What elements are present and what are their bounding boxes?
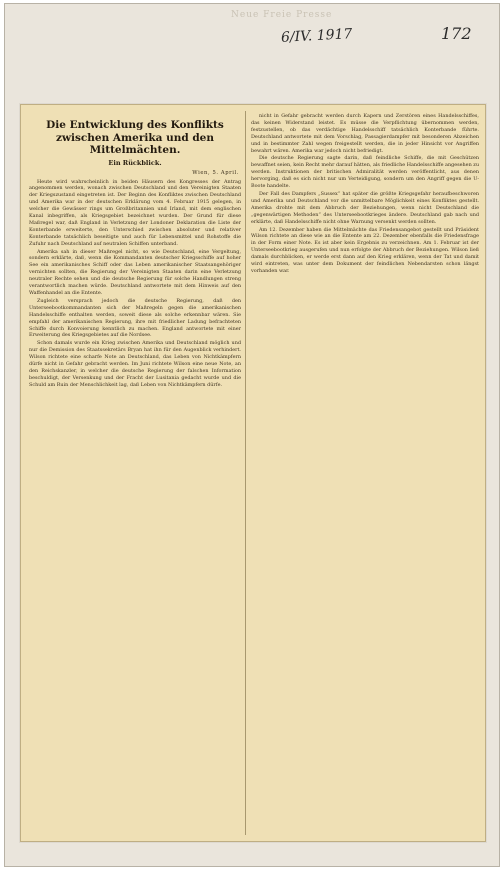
column-divider: [245, 111, 246, 835]
right-paragraph: Der Fall des Dampfers „Sussex“ hat später die größte Kriegsgefahr heraufbeschworen und Amerika und Deutschland vor die unmittelbare Möglichkeit eines Konfliktes gestellt. Amerika drohte mit dem Abbruch der Beziehungen, wenn nicht Deutschland die „gegenwärtigen Methoden“ des Unterseebootkrieges ändere. Deutschland gab nach und erklärte, daß Handelsschiffe nicht ohne Warnung versenkt werden sollten.: [251, 190, 479, 225]
right-paragraph: Die deutsche Regierung sagte darin, daß feindliche Schiffe, die mit Geschützen bewaffnet seien, kein Recht mehr darauf hätten, als friedliche Handelsschiffe angesehen zu werden. Instruktionen der britischen Admiralität werden veröffentlicht, aus denen hervorging, daß es sich nicht nur um Verteidigung, sondern um den Angriff gegen die U-Boote handelte.: [251, 155, 479, 190]
right-paragraph: nicht in Gefahr gebracht werden durch Kapern und Zerstören eines Handelsschiffes, das keinen Widerstand leistet. Es müsse die Verpflichtung übernommen werden, festzustellen, ob das verdächtige Handelsschiff tatsächlich Konterbande führte. Deutschland antwortete mit dem Vorschlag, Passagierdampfer mit besonderen Abzeichen und in bestimmter Zahl wegen freigestellt werden, die in jeder Hinsicht vor Angriffen bewahrt wären. Amerika war jedoch nicht befriedigt.: [251, 113, 479, 154]
handwritten-page-number: 172: [441, 24, 472, 43]
left-paragraph: Amerika sah in dieser Maßregel nicht, so wie Deutschland, eine Vergeltung, sondern erklärte, daß, wenn die Kommandanten deutscher Kriegsschiffe auf hoher See ein amerikanisches Schiff oder das Leben amerikanischer Staatsangehöriger vernichten sollten, die Regierung der Vereinigten Staaten darin eine Verletzung neutraler Rechte sehen und die deutsche Regierung für solche Handlungen streng verantwortlich machen würde. Deutschland antwortete mit dem Hinweis auf den Waffenhandel an die Entente.: [29, 248, 241, 296]
left-paragraph: Zugleich versprach jedoch die deutsche Regierung, daß den Unterseebootkommandanten sich der Maßregeln gegen die amerikanischen Handelsschiffe enthalten werden, soweit diese als solche erkennbar wären. Sie empfahl der amerikanischen Regierung, ihre mit friedlicher Ladung befrachteten Schiffe durch Konvoierung kenntlich zu machen. England antwortete mit einer Erweiterung des Kriegsgebietes auf die Nordsee.: [29, 297, 241, 339]
left-paragraph: Schon damals wurde ein Krieg zwischen Amerika und Deutschland möglich und nur die Demission des Staatssekretärs Bryan hat ihn für den Augenblick verhindert. Wilson richtete eine scharfe Note an Deutschland, das Leben von Nichtkämpfern dürfe nicht in Gefahr gebracht werden. Im Juni richtete Wilson eine neue Note, an den Reichskanzler, in welcher die deutsche Regierung der falschen Information beschuldigt, der Versenkung und der Fracht der Lusitania gedacht wurde und die Schuld am Ruin der Menschlichkeit lag, daß Leben von Nichtkämpfern dürfe.: [29, 340, 241, 388]
article-subhead: Ein Rückblick.: [108, 158, 162, 167]
right-paragraph: Am 12. Dezember haben die Mittelmächte das Friedensangebot gestellt und Präsident Wilson richtete an diese wie an die Entente am 22. Dezember ebenfalls die Friedensfrage in der Form einer Note. Es ist aber kein Ergebnis zu verzeichnen. Am 1. Februar ist der Unterseebootkrieg ausgerufen und nun erfolgte der Abbruch der Beziehungen. Wilson ließ damals durchblicken, er werde erst dann auf den Krieg erklären, wenn der Tat und damit wird eintreten, was unter dem Dokument der feindlichen Nebendarsten schon längst vorhanden war.: [251, 226, 479, 274]
article-dateline: Wien, 5. April.: [192, 169, 239, 176]
left-column: [29, 113, 241, 835]
left-paragraph: Heute wird wahrscheinlich in beiden Häusern des Kongresses der Antrag angenommen werden, wonach zwischen Deutschland und den Vereinigten Staaten der Kriegszustand eingetreten ist. Der Beginn des Konfliktes zwischen Deutschland und Amerika war in der deutschen Erklärung vom 4. Februar 1915 gelegen, in welcher die Gewässer rings um Großbritannien und Irland, mit dem englischen Kanal inbegriffen, als Kriegsgebiet bezeichnet wurden. Der Grund für diese Maßregel war, daß England in Verletzung der Londoner Deklaration die Liste der Konterbande erweiterte, den Unterschied zwischen absoluter und relativer Konterbande tatsächlich beseitigte und auch für Lebensmittel und Rohstoffe die Zufuhr nach Deutschland auf neutralen Schiffen unterband.: [29, 178, 241, 247]
right-column: [251, 113, 479, 835]
handwritten-date: 6/IV. 1917: [280, 26, 353, 46]
archive-stamp: Neue Freie Presse: [231, 10, 333, 20]
newspaper-clipping: [20, 104, 486, 842]
article-headline: Die Entwicklung des Konflikts zwischen Amerika und den Mittelmächten.: [46, 119, 224, 156]
